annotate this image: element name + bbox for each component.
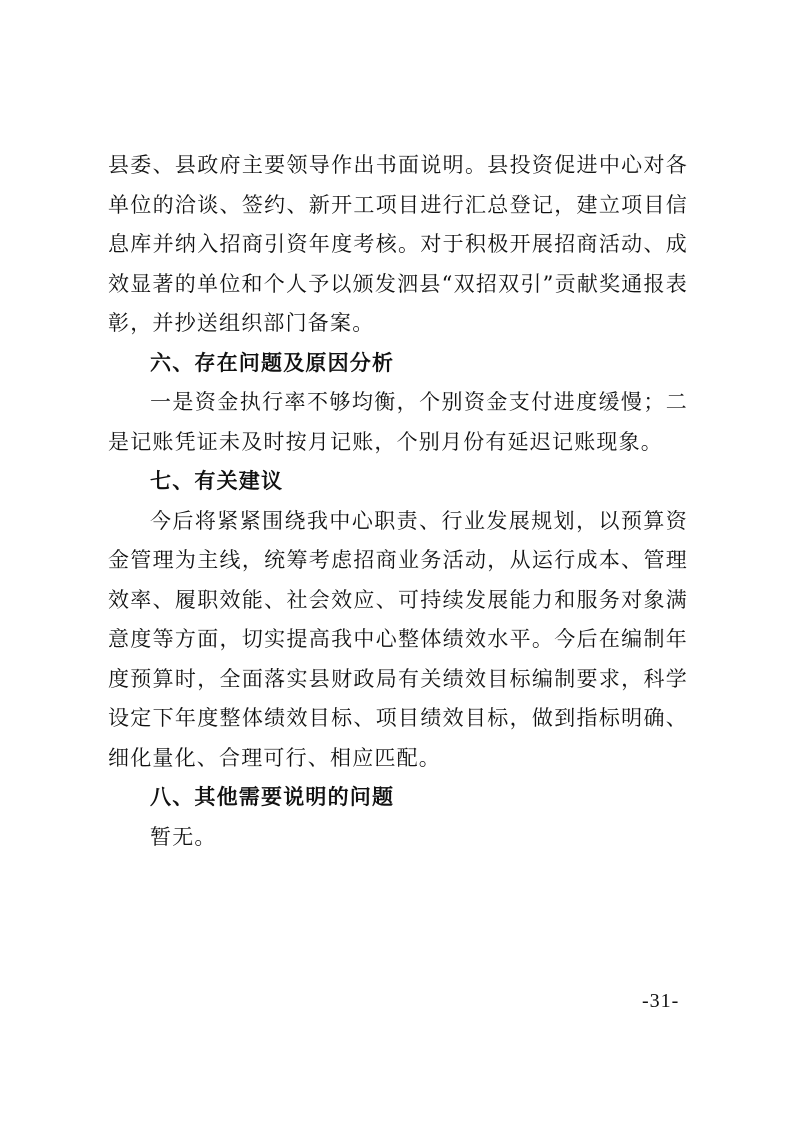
- section-heading-7: 七、有关建议: [150, 469, 284, 493]
- page-number: -31-: [642, 990, 680, 1012]
- paragraph-problems: 一是资金执行率不够均衡，个别资金支付进度缓慢；二是记账凭证未及时按月记账，个别月份有延迟记账现象。: [108, 390, 688, 454]
- section-heading-6: 六、存在问题及原因分析: [150, 350, 395, 375]
- paragraph-other: 暂无。: [150, 824, 217, 849]
- section-heading-8: 八、其他需要说明的问题: [150, 785, 395, 809]
- paragraph-suggestions: 今后将紧紧围绕我中心职责、行业发展规划，以预算资金管理为主线，统筹考虑招商业务活动，从运行成本、管理效率、履职效能、社会效应、可持续发展能力和服务对象满意度等方面，切实提高我中心整体绩效水平。今后在编制年度预算时，全面落实县财政局有关绩效目标编制要求，科学设定下年度整体绩效目标、项目绩效目标，做到指标明确、细化量化、合理可行、相应匹配。: [108, 508, 688, 770]
- document-body: [108, 146, 688, 857]
- paragraph-continuation: 县委、县政府主要领导作出书面说明。县投资促进中心对各单位的洽谈、签约、新开工项目进行汇总登记，建立项目信息库并纳入招商引资年度考核。对于积极开展招商活动、成效显著的单位和个人予以颁发泗县“双招双引”贡献奖通报表彰，并抄送组织部门备案。: [108, 153, 688, 335]
